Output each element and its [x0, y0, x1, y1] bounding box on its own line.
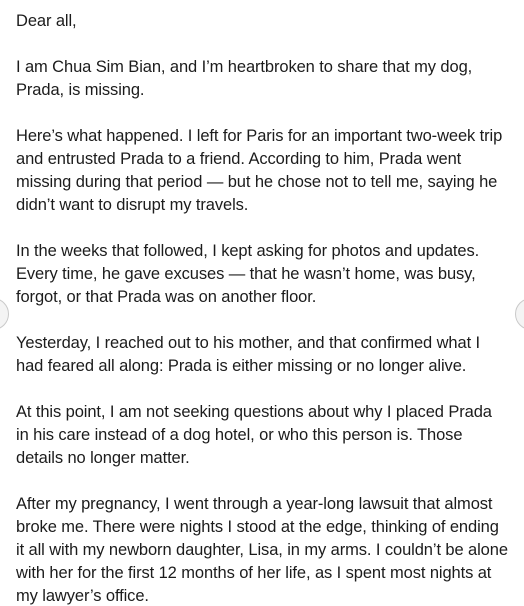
letter-paragraph-6: After my pregnancy, I went through a year-long lawsuit that almost broke me. There were nights I stood at the edge, thinking of ending it all with my newborn daughter, Lisa, in my arms. I couldn’t be alone with her for the first 12 months of her life, as I spent most nights at my lawyer’s office. — [16, 495, 508, 605]
letter-paragraph-3: In the weeks that followed, I kept asking for photos and updates. Every time, he gave excuses — that he wasn’t home, was busy, forgot, or that Prada was on another floor. — [16, 242, 480, 306]
previous-slide-button[interactable] — [0, 298, 9, 330]
letter-paragraph-2: Here’s what happened. I left for Paris for an important two-week trip and entrusted Prada to a friend. According to him, Prada went missing during that period — but he chose not to tell me, saying he didn’t want to disrupt my travels. — [16, 127, 503, 214]
letter-greeting: Dear all, — [16, 12, 77, 30]
letter-paragraph-5: At this point, I am not seeking questions about why I placed Prada in his care instead of a dog hotel, or who this person is. Those details no longer matter. — [16, 403, 492, 467]
next-slide-button[interactable] — [515, 298, 524, 330]
letter-paragraph-1: I am Chua Sim Bian, and I’m heartbroken to share that my dog, Prada, is missing. — [16, 58, 473, 99]
letter-paragraph-4: Yesterday, I reached out to his mother, and that confirmed what I had feared all along: Prada is either missing or no longer alive. — [16, 334, 481, 375]
